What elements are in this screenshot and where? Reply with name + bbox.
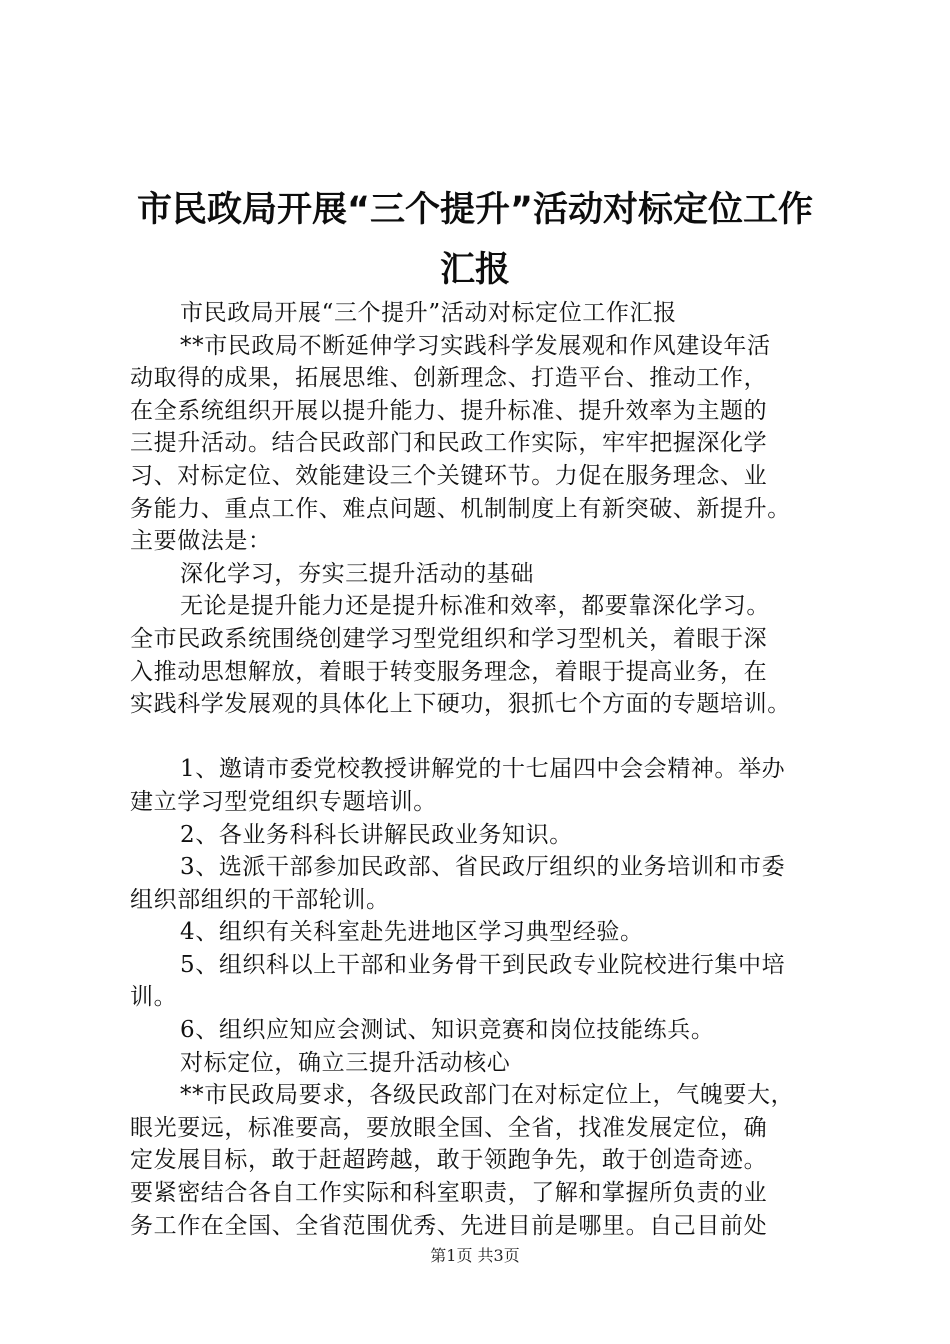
body-line: 习、对标定位、效能建设三个关键环节。力促在服务理念、业 <box>130 462 768 489</box>
page-footer: 第1页 共3页 <box>430 1246 520 1265</box>
body-line: 无论是提升能力还是提升标准和效率，都要靠深化学习。 <box>180 593 770 620</box>
body-line: **市民政局要求，各级民政部门在对标定位上，气魄要大， <box>180 1082 795 1109</box>
document-title-line-2: 汇报 <box>439 250 510 290</box>
body-line: **市民政局不断延伸学习实践科学发展观和作风建设年活 <box>180 332 771 359</box>
body-line: 入推动思想解放，着眼于转变服务理念，着眼于提高业务，在 <box>130 658 768 685</box>
list-item: 3、选派干部参加民政部、省民政厅组织的业务培训和市委 <box>180 854 786 881</box>
list-item: 2、各业务科科长讲解民政业务知识。 <box>180 821 573 848</box>
list-item: 4、组织有关科室赴先进地区学习典型经验。 <box>180 919 644 946</box>
list-item: 5、组织科以上干部和业务骨干到民政专业院校进行集中培 <box>180 951 786 978</box>
section-heading: 对标定位，确立三提升活动核心 <box>180 1049 511 1076</box>
document-title-line-1: 市民政局开展“三个提升”活动对标定位工作 <box>136 190 813 230</box>
body-line: 在全系统组织开展以提升能力、提升标准、提升效率为主题的 <box>130 397 768 424</box>
body-line: 实践科学发展观的具体化上下硬功，狠抓七个方面的专题培训。 <box>130 691 791 718</box>
document-body <box>130 297 846 1242</box>
list-item-continuation: 建立学习型党组织专题培训。 <box>130 788 437 815</box>
body-line: 三提升活动。结合民政部门和民政工作实际，牢牢把握深化学 <box>130 430 768 457</box>
section-heading: 深化学习，夯实三提升活动的基础 <box>180 560 534 587</box>
list-item: 6、组织应知应会测试、知识竞赛和岗位技能练兵。 <box>180 1017 715 1044</box>
body-line: 务工作在全国、全省范围优秀、先进目前是哪里。自己目前处 <box>130 1212 768 1239</box>
body-line: 要紧密结合各自工作实际和科室职责，了解和掌握所负责的业 <box>130 1180 768 1207</box>
list-item-continuation: 训。 <box>130 984 178 1011</box>
body-line: 务能力、重点工作、难点问题、机制制度上有新突破、新提升。 <box>130 495 791 522</box>
blank-line <box>130 721 846 754</box>
body-line: 全市民政系统围绕创建学习型党组织和学习型机关，着眼于深 <box>130 625 768 652</box>
list-item: 1、邀请市委党校教授讲解党的十七届四中会会精神。举办 <box>180 756 786 783</box>
list-item-continuation: 组织部组织的干部轮训。 <box>130 886 390 913</box>
body-line: 动取得的成果，拓展思维、创新理念、打造平台、推动工作， <box>130 365 768 392</box>
body-line: 定发展目标，敢于赶超跨越，敢于领跑争先，敢于创造奇迹。 <box>130 1147 768 1174</box>
body-line: 市民政局开展“三个提升”活动对标定位工作汇报 <box>180 300 677 326</box>
body-line: 眼光要远，标准要高，要放眼全国、全省，找准发展定位，确 <box>130 1114 768 1141</box>
body-line: 主要做法是： <box>130 528 272 555</box>
